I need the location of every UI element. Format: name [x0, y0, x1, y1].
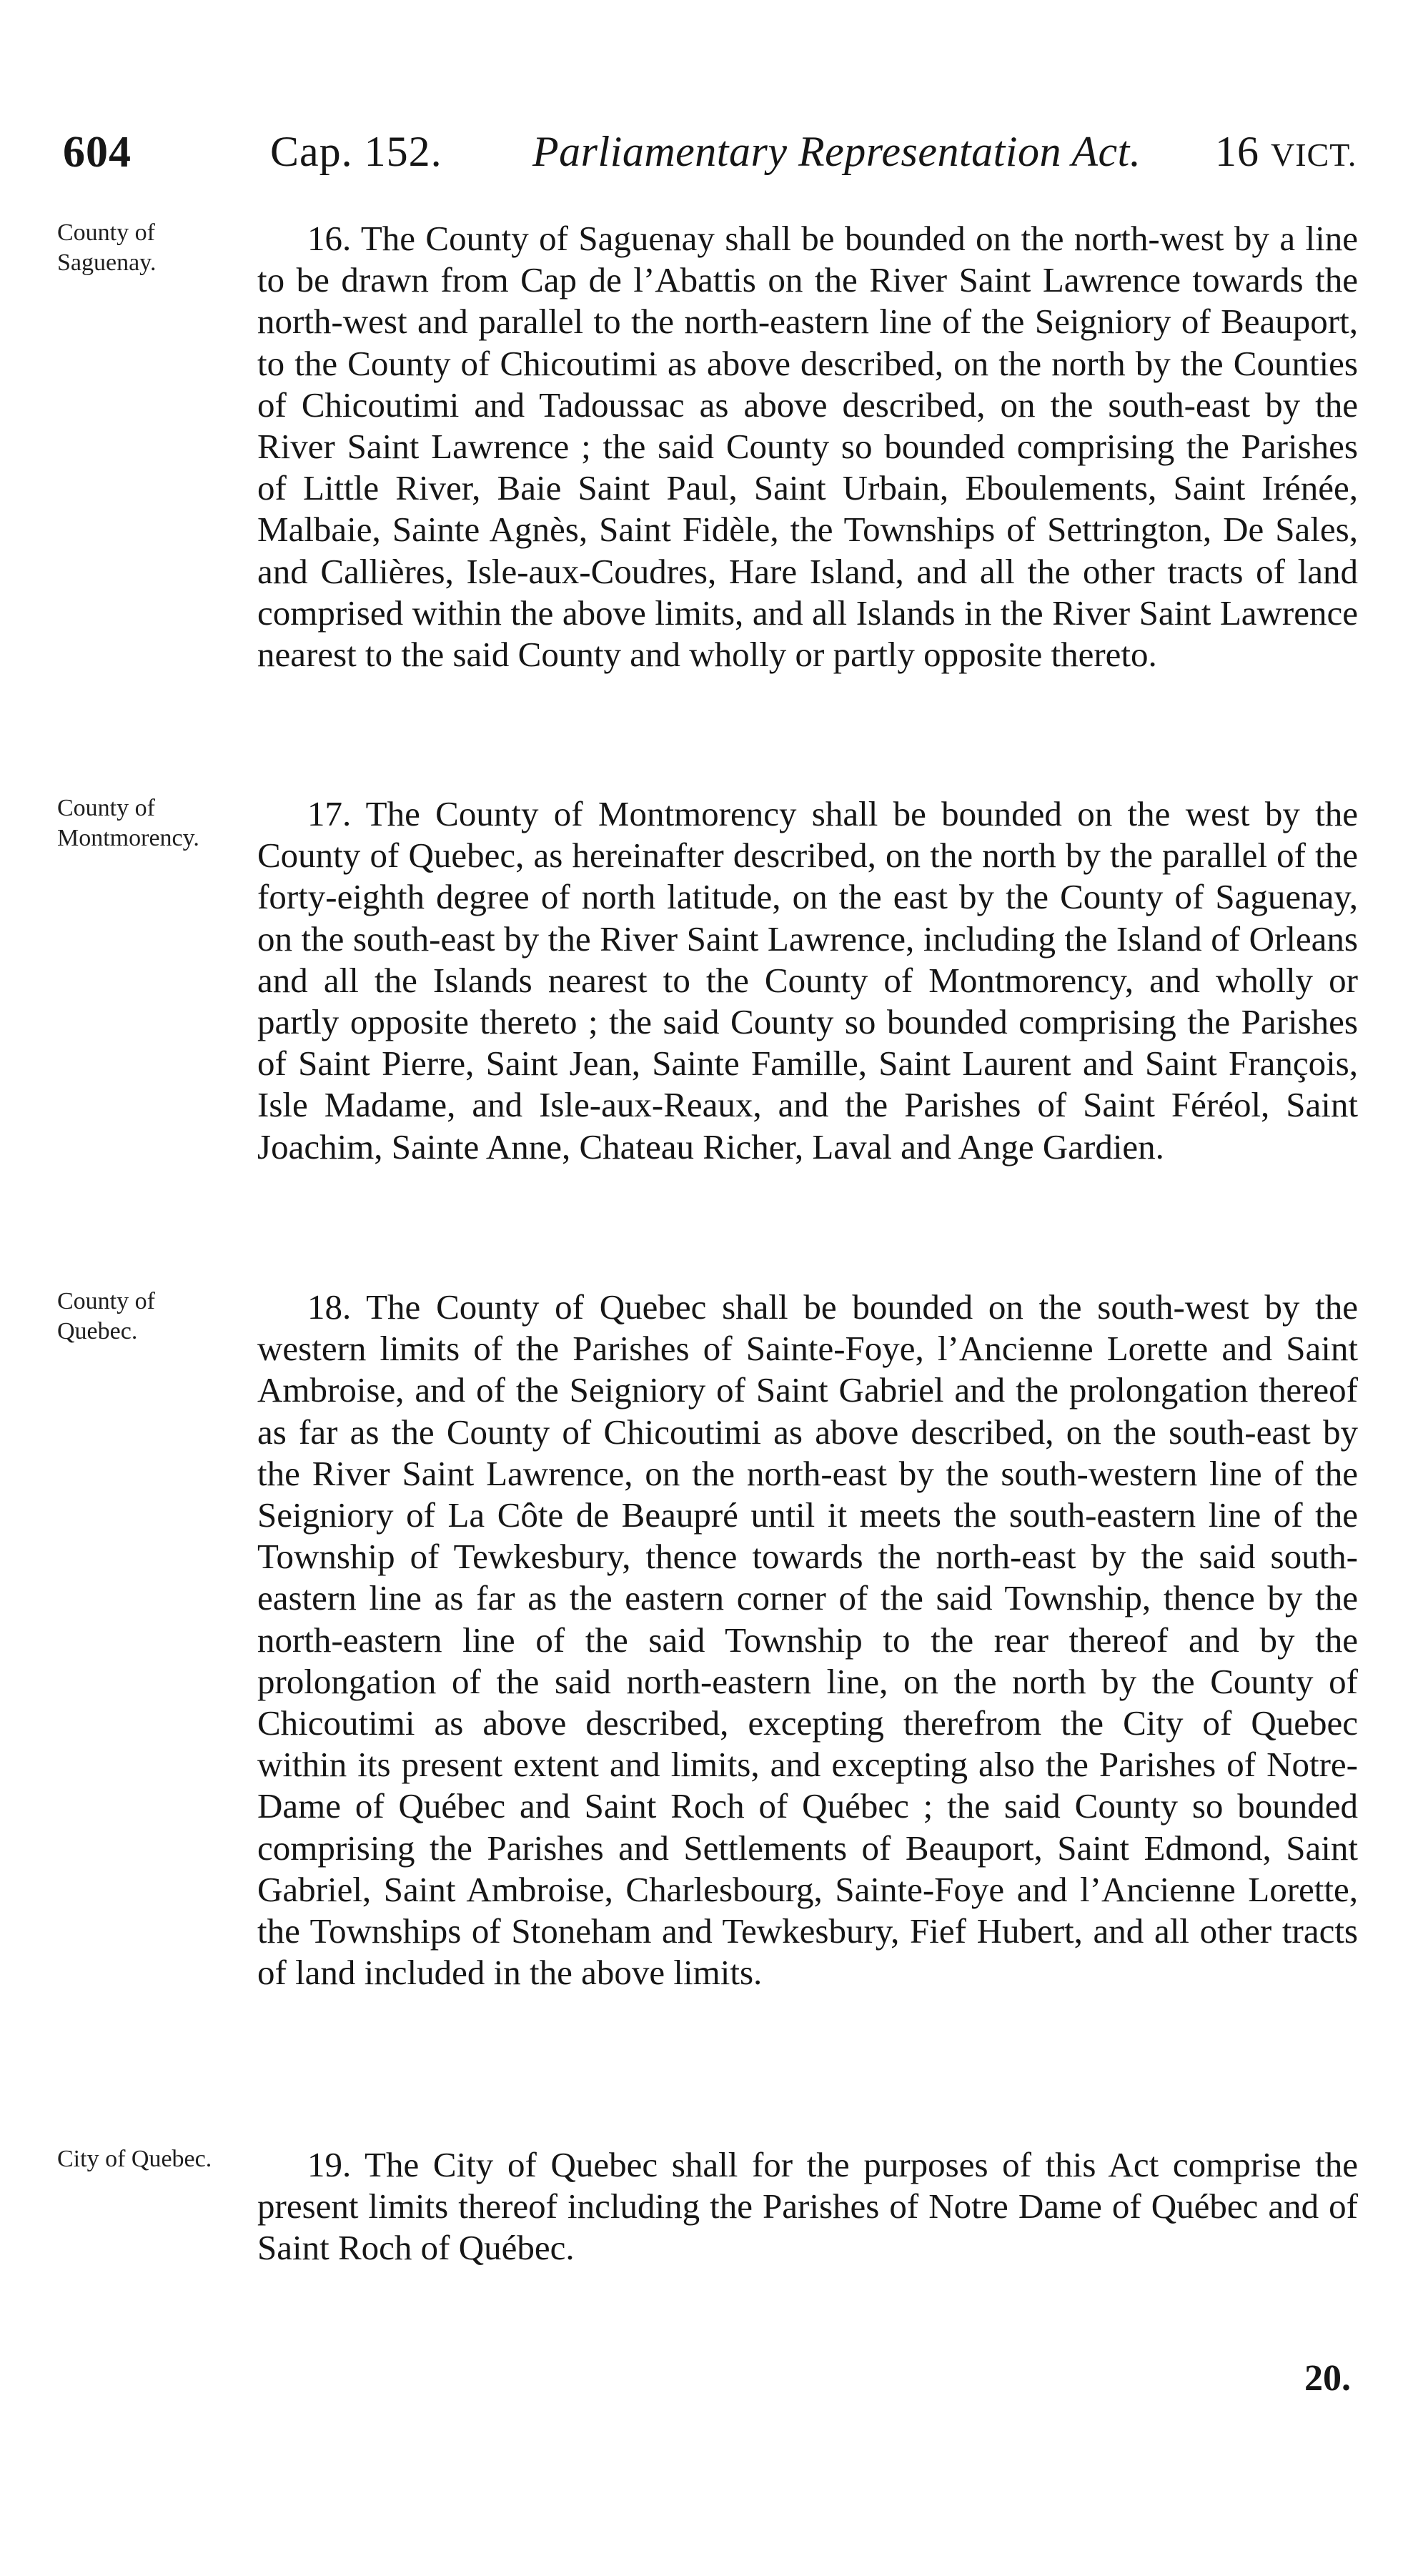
- marginal-note: County of Saguenay.: [57, 219, 157, 276]
- regnal-monarch: VICT.: [1271, 137, 1357, 173]
- section-number: 18.: [307, 1287, 352, 1327]
- section-number: 19.: [307, 2145, 352, 2184]
- section-body: [257, 2144, 1358, 2269]
- chapter-reference: Cap. 152.: [270, 128, 442, 175]
- section-number: 16.: [307, 219, 352, 258]
- section-body: [257, 1287, 1358, 1993]
- marginal-note: County of Quebec.: [57, 1288, 155, 1344]
- section-body: [257, 793, 1358, 1168]
- section-text: The City of Quebec shall for the purposes of this Act comprise the present limits thereof including the Parishes of Notre Dame of Québec and of Saint Roch of Québec.: [257, 2145, 1358, 2268]
- running-header: [0, 127, 1408, 184]
- section-text: The County of Montmorency shall be bounded on the west by the County of Quebec, as hereinafter described, on the north by the parallel of the forty-eighth degree of north latitude, on the east by the County of Saguenay, on the south-east by the River Saint Lawrence, including the Island of Orleans and all the Islands nearest to the County of Montmorency, and wholly or partly opposite thereto ; the said County so bounded comprising the Parishes of Saint Pierre, Saint Jean, Sainte Famille, Saint Laurent and Saint François, Isle Madame, and Isle-aux-Reaux, and the Parishes of Saint Féréol, Saint Joachim, Sainte Anne, Chateau Richer, Laval and Ange Gardien.: [257, 794, 1358, 1166]
- marginal-note: County of Montmorency.: [57, 795, 199, 851]
- regnal-number: 16: [1215, 128, 1259, 175]
- act-title: Parliamentary Representation Act.: [532, 128, 1141, 175]
- section-text: The County of Saguenay shall be bounded on the north-west by a line to be drawn from Cap de l’Abattis on the River Saint Lawrence towards the north-west and parallel to the north-eastern line of the Seigniory of Beauport, to the County of Chicoutimi as above described, on the north by the Counties of Chicoutimi and Tadoussac as above described, on the south-east by the River Saint Lawrence ; the said County so bounded comprising the Parishes of Little River, Baie Saint Paul, Saint Urbain, Eboulements, Saint Irénée, Malbaie, Sainte Agnès, Saint Fidèle, the Townships of Settrington, De Sales, and Callières, Isle-aux-Coudres, Hare Island, and all the other tracts of land comprised within the above limits, and all Islands in the River Saint Lawrence nearest to the said County and wholly or partly opposite thereto.: [257, 219, 1358, 675]
- catchword: 20.: [1304, 2358, 1351, 2399]
- section-text: The County of Quebec shall be bounded on the south-west by the western limits of the Parishes of Sainte-Foye, l’Ancienne Lorette and Saint Ambroise, and of the Seigniory of Saint Gabriel and the prolongation thereof as far as the County of Chicoutimi as above described, on the south-east by the River Saint Lawrence, on the north-east by the south-western line of the Seigniory of La Côte de Beaupré until it meets the south-eastern line of the Township of Tewkesbury, thence towards the north-east by the said south-eastern line as far as the eastern corner of the said Township, thence by the north-eastern line of the said Township to the rear thereof and by the prolongation of the said north-eastern line, on the north by the County of Chicoutimi as above described, excepting therefrom the City of Quebec within its present extent and limits, and excepting also the Parishes of Notre-Dame of Québec and Saint Roch of Québec ; the said County so bounded comprising the Parishes and Settlements of Beauport, Saint Edmond, Saint Gabriel, Saint Ambroise, Charlesbourg, Sainte-Foye and l’Ancienne Lorette, the Townships of Stoneham and Tewkesbury, Fief Hubert, and all other tracts of land included in the above limits.: [257, 1287, 1358, 1993]
- section-number: 17.: [307, 794, 352, 833]
- marginal-note: City of Quebec.: [57, 2146, 212, 2172]
- page-number: 604: [63, 128, 132, 177]
- regnal-year: [1215, 127, 1357, 177]
- section-body: [257, 218, 1358, 675]
